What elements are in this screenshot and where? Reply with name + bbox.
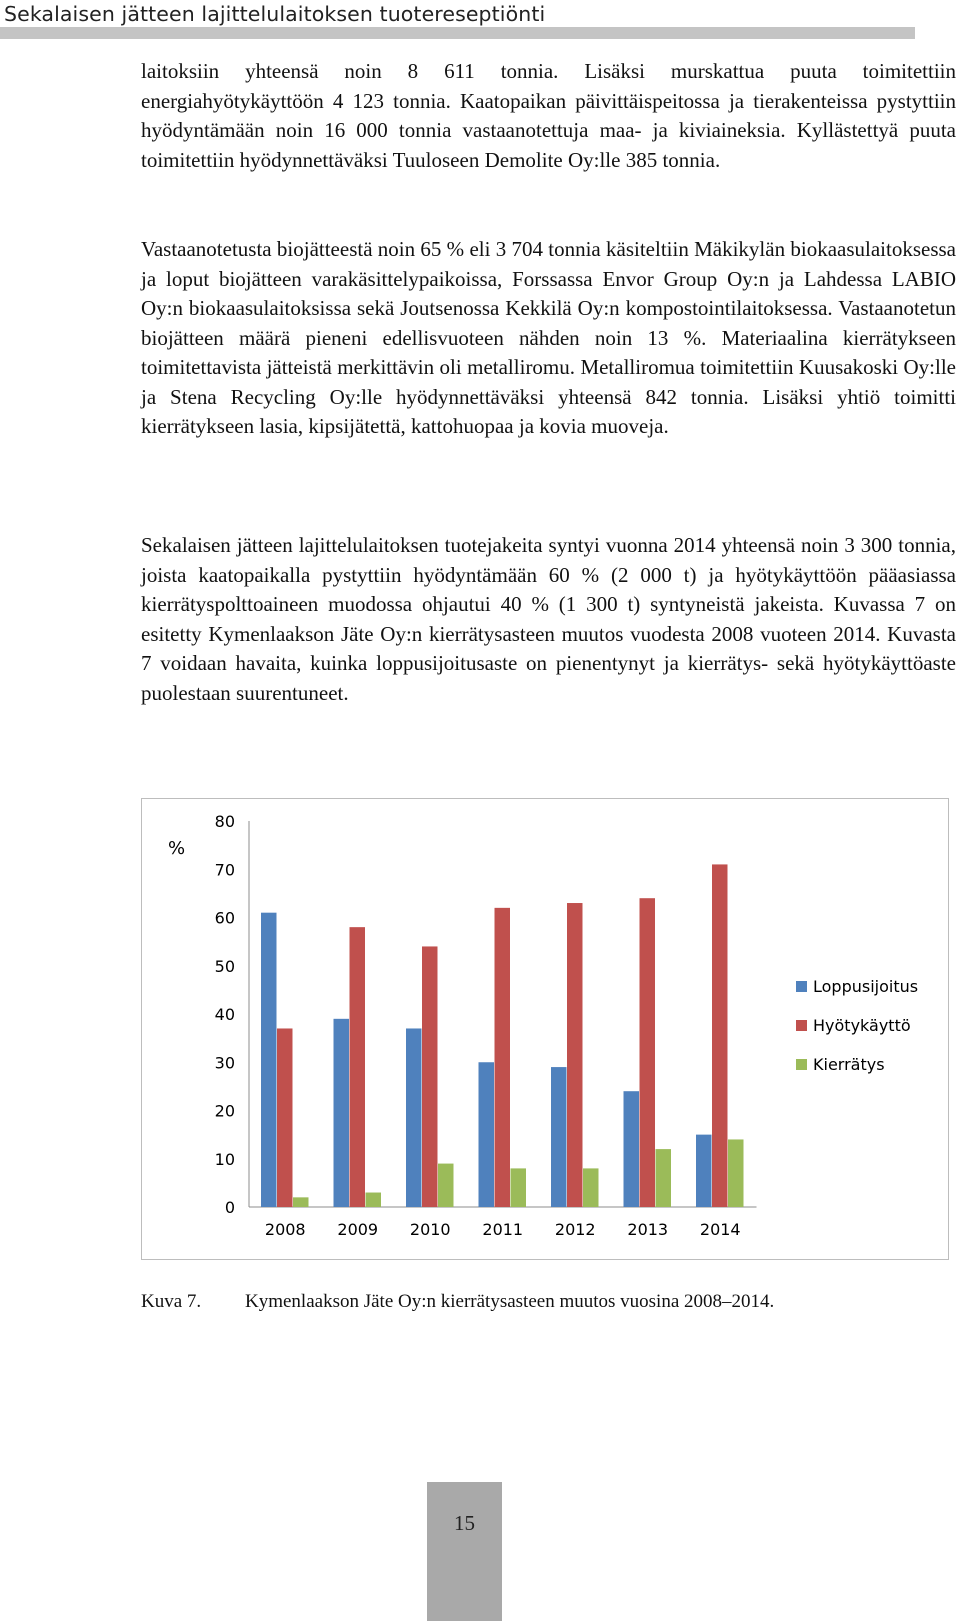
legend-label: Kierrätys: [813, 1055, 885, 1074]
body-paragraph-2: Vastaanotetusta biojätteestä noin 65 % eli 3 704 tonnia käsiteltiin Mäkikylän biokaasulaitoksessa ja loput biojätteen varakäsittelypaikoissa, Forssassa Envor Group Oy:n ja Lahdessa LABIO Oy:n biokaasulaitoksissa sekä Joutsenossa Kekkilä Oy:n kompostointilaitoksessa. Vastaanotetun biojätteen määrä pieneni edellisvuoteen nähden noin 13 %. Materiaalina kierrätykseen toimitettavista jätteistä merkittävin oli metalliromu. Metalliromua toimitettiin Kuusakoski Oy:lle ja Stena Recycling Oy:lle hyödynnettäväksi yhteensä 842 tonnia. Lisäksi yhtiö toimitti kierrätykseen lasia, kipsijätettä, kattohuopaa ja kovia muoveja.: [141, 237, 956, 438]
bar-hyötykäyttö-2010: [422, 946, 438, 1207]
x-tick-label: 2013: [627, 1220, 669, 1239]
x-tick-label: 2011: [482, 1220, 524, 1239]
x-tick-label: 2010: [409, 1220, 451, 1239]
running-header-title: Sekalaisen jätteen lajittelulaitoksen tuotereseptiönti: [4, 2, 546, 26]
bar-hyötykäyttö-2012: [567, 903, 583, 1207]
bar-loppusijoitus-2011: [479, 1062, 495, 1207]
legend-swatch-kierrätys: [796, 1059, 807, 1070]
y-tick-label: 20: [214, 1101, 235, 1121]
bar-hyötykäyttö-2008: [277, 1028, 293, 1207]
legend-label: Loppusijoitus: [813, 977, 919, 996]
header-rule: [0, 27, 915, 39]
x-tick-label: 2009: [337, 1220, 379, 1239]
page-number-box: [427, 1482, 502, 1621]
bar-hyötykäyttö-2009: [350, 927, 366, 1207]
bar-loppusijoitus-2013: [624, 1091, 640, 1207]
chart-canvas: [142, 799, 948, 1259]
y-tick-label: 0: [224, 1198, 235, 1217]
bar-loppusijoitus-2009: [334, 1019, 350, 1207]
y-tick-label: 10: [214, 1149, 235, 1169]
bar-kierrätys-2011: [511, 1168, 527, 1207]
bar-hyötykäyttö-2014: [712, 864, 728, 1207]
y-tick-label: 80: [214, 812, 235, 831]
bar-loppusijoitus-2010: [406, 1028, 422, 1207]
figure-caption-text: Kymenlaakson Jäte Oy:n kierrätysasteen muutos vuosina 2008–2014.: [245, 1291, 775, 1312]
legend-label: Hyötykäyttö: [813, 1016, 911, 1035]
bar-hyötykäyttö-2011: [495, 908, 511, 1207]
legend-swatch-hyötykäyttö: [796, 1020, 807, 1031]
legend-swatch-loppusijoitus: [796, 981, 807, 992]
y-tick-label: 60: [214, 908, 235, 928]
y-axis-label: %: [168, 838, 186, 859]
bar-loppusijoitus-2014: [696, 1135, 712, 1207]
bar-loppusijoitus-2012: [551, 1067, 567, 1207]
bar-kierrätys-2013: [656, 1149, 672, 1207]
y-tick-label: 50: [214, 956, 235, 976]
x-tick-label: 2012: [554, 1220, 596, 1239]
figure-caption-label: Kuva 7.: [141, 1291, 202, 1312]
recycling-rate-chart: [141, 798, 949, 1260]
bar-hyötykäyttö-2013: [640, 898, 656, 1207]
bar-kierrätys-2012: [583, 1168, 599, 1207]
bar-loppusijoitus-2008: [261, 913, 277, 1207]
bar-kierrätys-2008: [293, 1197, 309, 1207]
y-tick-label: 30: [214, 1053, 235, 1073]
y-tick-label: 40: [214, 1005, 235, 1024]
bar-kierrätys-2014: [728, 1139, 744, 1207]
x-tick-label: 2014: [699, 1220, 741, 1239]
body-paragraph-1: laitoksiin yhteensä noin 8 611 tonnia. Lisäksi murskattua puuta toimitettiin energiahyötykäyttöön 4 123 tonnia. Kaatopaikan päivittäispeitossa ja tierakenteissa pystyttiin hyödyntämään noin 16 000 tonnia vastaanotettuja maa- ja kiviaineksia. Kyllästettyä puuta toimitettiin hyödynnettäväksi Tuuloseen Demolite Oy:lle 385 tonnia.: [141, 59, 956, 172]
body-paragraph-3: Sekalaisen jätteen lajittelulaitoksen tuotejakeita syntyi vuonna 2014 yhteensä noin 3 300 tonnia, joista kaatopaikalla pystyttiin hyödyntämään 60 % (2 000 t) ja hyötykäyttöön pääasiassa kierrätyspolttoaineen muodossa ohjautui 40 % (1 300 t) syntyneistä jakeista. Kuvassa 7 on esitetty Kymenlaakson Jäte Oy:n kierrätysasteen muutos vuodesta 2008 vuoteen 2014. Kuvasta 7 voidaan havaita, kuinka loppusijoitusaste on pienentynyt ja kierrätys- sekä hyötykäyttöaste puolestaan suurentuneet.: [141, 533, 956, 705]
bar-kierrätys-2009: [366, 1193, 382, 1207]
x-tick-label: 2008: [264, 1220, 306, 1239]
bar-kierrätys-2010: [438, 1164, 454, 1207]
page-number: 15: [454, 1511, 475, 1535]
y-tick-label: 70: [214, 860, 235, 880]
